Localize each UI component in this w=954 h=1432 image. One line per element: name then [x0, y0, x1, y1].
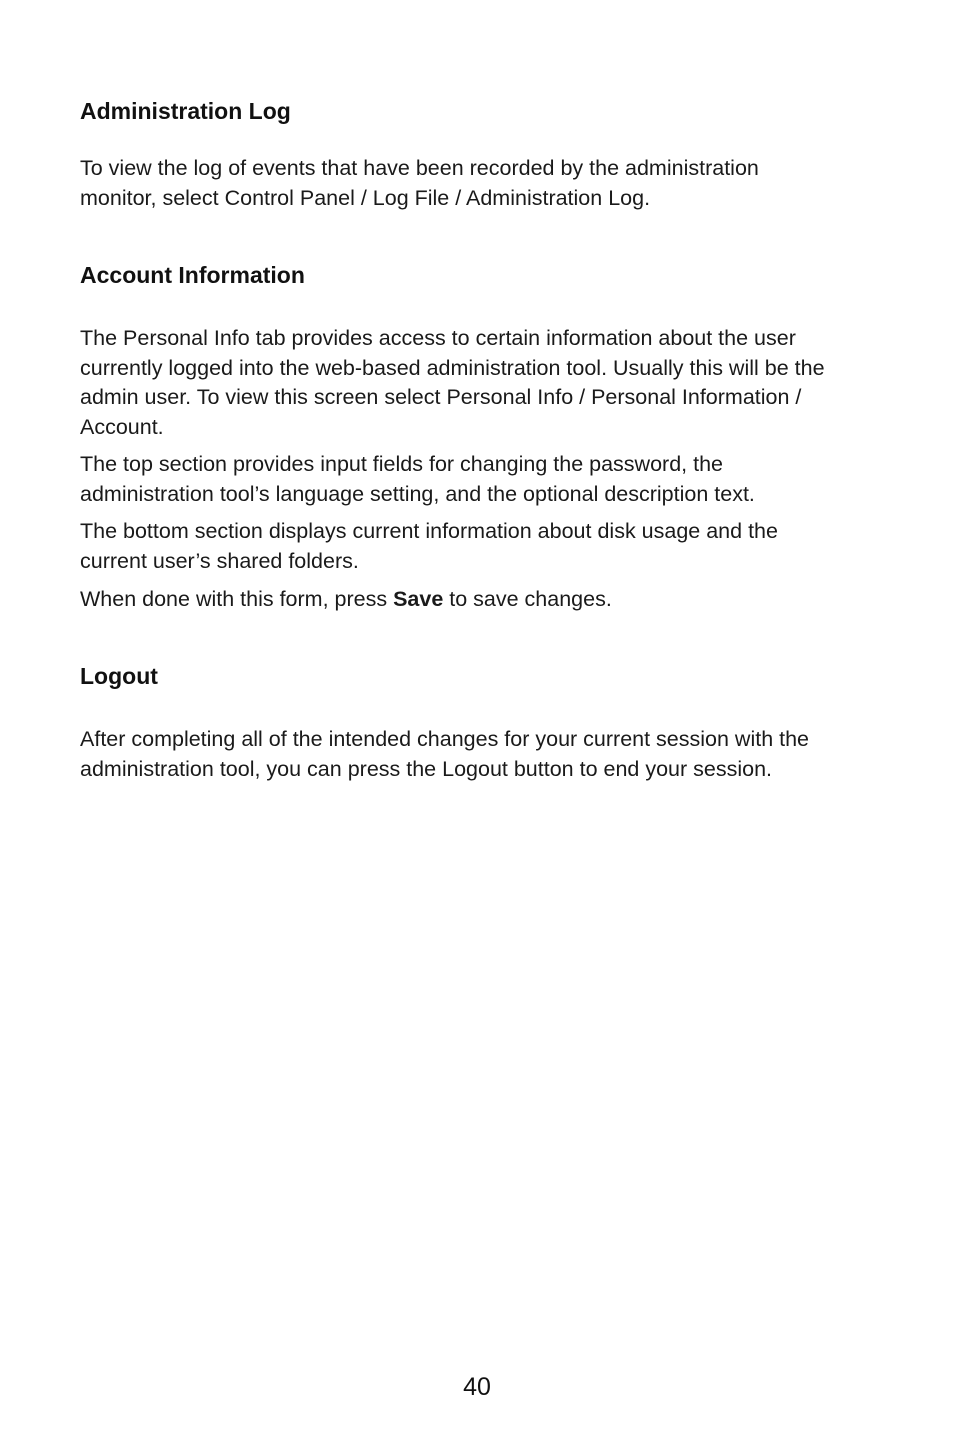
- account-information-paragraph-3: The bottom section displays current information about disk usage and the current user’s shared folders.: [80, 519, 778, 573]
- section-heading-logout: Logout: [80, 663, 158, 689]
- save-keyword: Save: [393, 587, 444, 611]
- page-number: 40: [463, 1373, 491, 1401]
- account-information-paragraph-2: The top section provides input fields for changing the password, the administration tool’s language setting, and the optional description text.: [80, 452, 755, 506]
- account-information-paragraph-1: The Personal Info tab provides access to certain information about the user currently logged into the web-based administration tool. Usually this will be the admin user. To view this screen select Personal Info / Personal Information / Account.: [80, 326, 825, 439]
- logout-paragraph: After completing all of the intended changes for your current session with the administration tool, you can press the Logout button to end your session.: [80, 727, 810, 781]
- section-heading-account-information: Account Information: [80, 262, 305, 288]
- save-note-before: When done with this form, press: [80, 587, 394, 611]
- save-note-after: to save changes.: [443, 587, 612, 611]
- administration-log-paragraph: To view the log of events that have been recorded by the administration monitor, select Control Panel / Log File / Administration Log.: [80, 156, 759, 210]
- section-heading-administration-log: Administration Log: [80, 98, 291, 124]
- account-information-save-note: [80, 585, 840, 615]
